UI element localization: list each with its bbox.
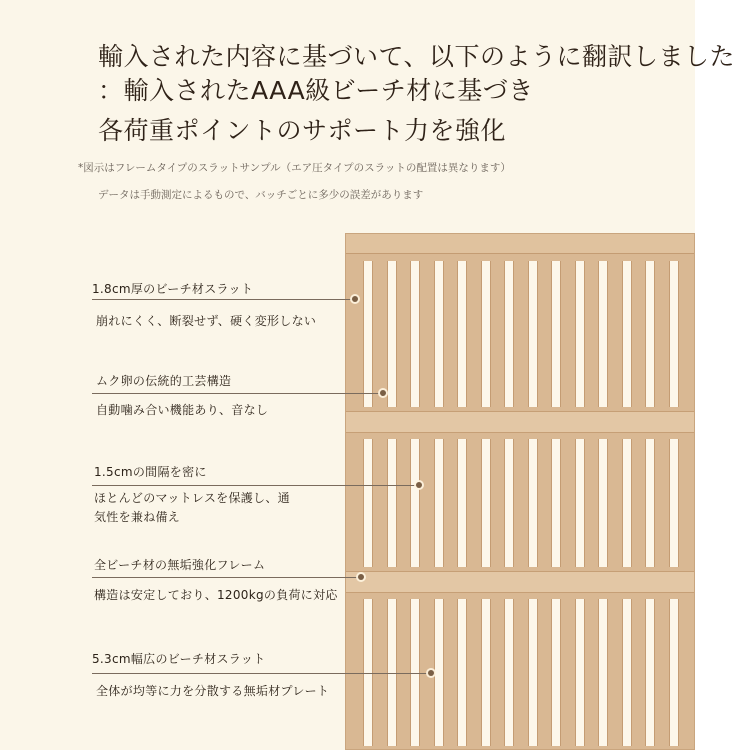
- callout-slat-thickness-title: 1.8cm厚のビーチ材スラット: [92, 282, 254, 296]
- callout-joinery-desc: 自動噛み合い機能あり、音なし: [96, 403, 269, 417]
- slat-gap: [528, 439, 538, 567]
- headline-line-3: 各荷重ポイントのサポート力を強化: [98, 116, 507, 145]
- measurement-note: データは手動測定によるもので、バッチごとに多少の誤差があります: [98, 189, 424, 201]
- callout-wide-slat-leader: [92, 673, 430, 674]
- callout-spacing-desc-line-2: 気性を兼ね備え: [94, 510, 181, 524]
- slat-gap: [669, 261, 679, 407]
- slat-gap: [387, 261, 397, 407]
- slat-gap: [528, 261, 538, 407]
- callout-joinery-marker: [380, 390, 386, 396]
- headline-line-1: 輸入された内容に基づいて、以下のように翻訳しました: [98, 42, 736, 71]
- slat-gap: [598, 599, 608, 746]
- slat-gap: [575, 439, 585, 567]
- slat-gap: [575, 261, 585, 407]
- slat-gap: [622, 439, 632, 567]
- callout-spacing-leader: [92, 485, 418, 486]
- slat-gap: [434, 261, 444, 407]
- disclaimer-note: *図示はフレームタイプのスラットサンプル（エア圧タイプのスラットの配置は異なります）: [78, 162, 511, 174]
- slat-gap: [504, 261, 514, 407]
- slat-gap: [551, 439, 561, 567]
- callout-frame-marker: [358, 574, 364, 580]
- callout-spacing-marker: [416, 482, 422, 488]
- slat-gap: [598, 261, 608, 407]
- slat-gap: [457, 439, 467, 567]
- slat-gap: [669, 599, 679, 746]
- callout-frame-title: 全ビーチ材の無垢強化フレーム: [94, 558, 266, 572]
- slat-gap: [645, 599, 655, 746]
- slat-gap: [457, 599, 467, 746]
- callout-slat-thickness-leader: [92, 299, 354, 300]
- callout-spacing-desc: [94, 489, 290, 527]
- slat-gap: [387, 439, 397, 567]
- callout-wide-slat-marker: [428, 670, 434, 676]
- slat-gap: [457, 261, 467, 407]
- slat-gap: [434, 599, 444, 746]
- slat-gap: [363, 439, 373, 567]
- slat-gap: [504, 439, 514, 567]
- callout-slat-thickness-marker: [352, 296, 358, 302]
- slat-gap: [622, 599, 632, 746]
- slat-gap: [645, 261, 655, 407]
- headline: [98, 40, 735, 148]
- callout-wide-slat-desc: 全体が均等に力を分散する無垢材プレート: [96, 684, 330, 698]
- slat-gap: [551, 261, 561, 407]
- callout-wide-slat-title: 5.3cm幅広のビーチ材スラット: [92, 652, 266, 666]
- callout-frame-leader: [92, 577, 360, 578]
- slat-gap: [434, 439, 444, 567]
- slat-gap: [598, 439, 608, 567]
- slat-gap: [410, 261, 420, 407]
- slat-gap: [645, 439, 655, 567]
- slat-gap: [504, 599, 514, 746]
- slat-gap: [481, 599, 491, 746]
- callout-joinery-leader: [92, 393, 382, 394]
- slat-gap: [622, 261, 632, 407]
- slat-gap: [481, 439, 491, 567]
- slat-gap: [669, 439, 679, 567]
- callout-spacing-title: 1.5cmの間隔を密に: [94, 465, 207, 479]
- slat-gap: [528, 599, 538, 746]
- callout-spacing-desc-line-1: ほとんどのマットレスを保護し、通: [94, 491, 290, 505]
- callout-slat-thickness-desc: 崩れにくく、断裂せず、硬く変形しない: [96, 314, 317, 328]
- callout-joinery-title: ムク卵の伝統的工芸構造: [96, 374, 232, 388]
- slat-gap: [575, 599, 585, 746]
- slat-gap: [481, 261, 491, 407]
- slat-gap: [363, 261, 373, 407]
- slat-gap: [410, 439, 420, 567]
- slat-gap: [551, 599, 561, 746]
- callout-frame-desc: 構造は安定しており、1200kgの負荷に対応: [94, 588, 338, 602]
- headline-line-2: ：輸入されたAAA級ビーチ材に基づき: [98, 76, 534, 105]
